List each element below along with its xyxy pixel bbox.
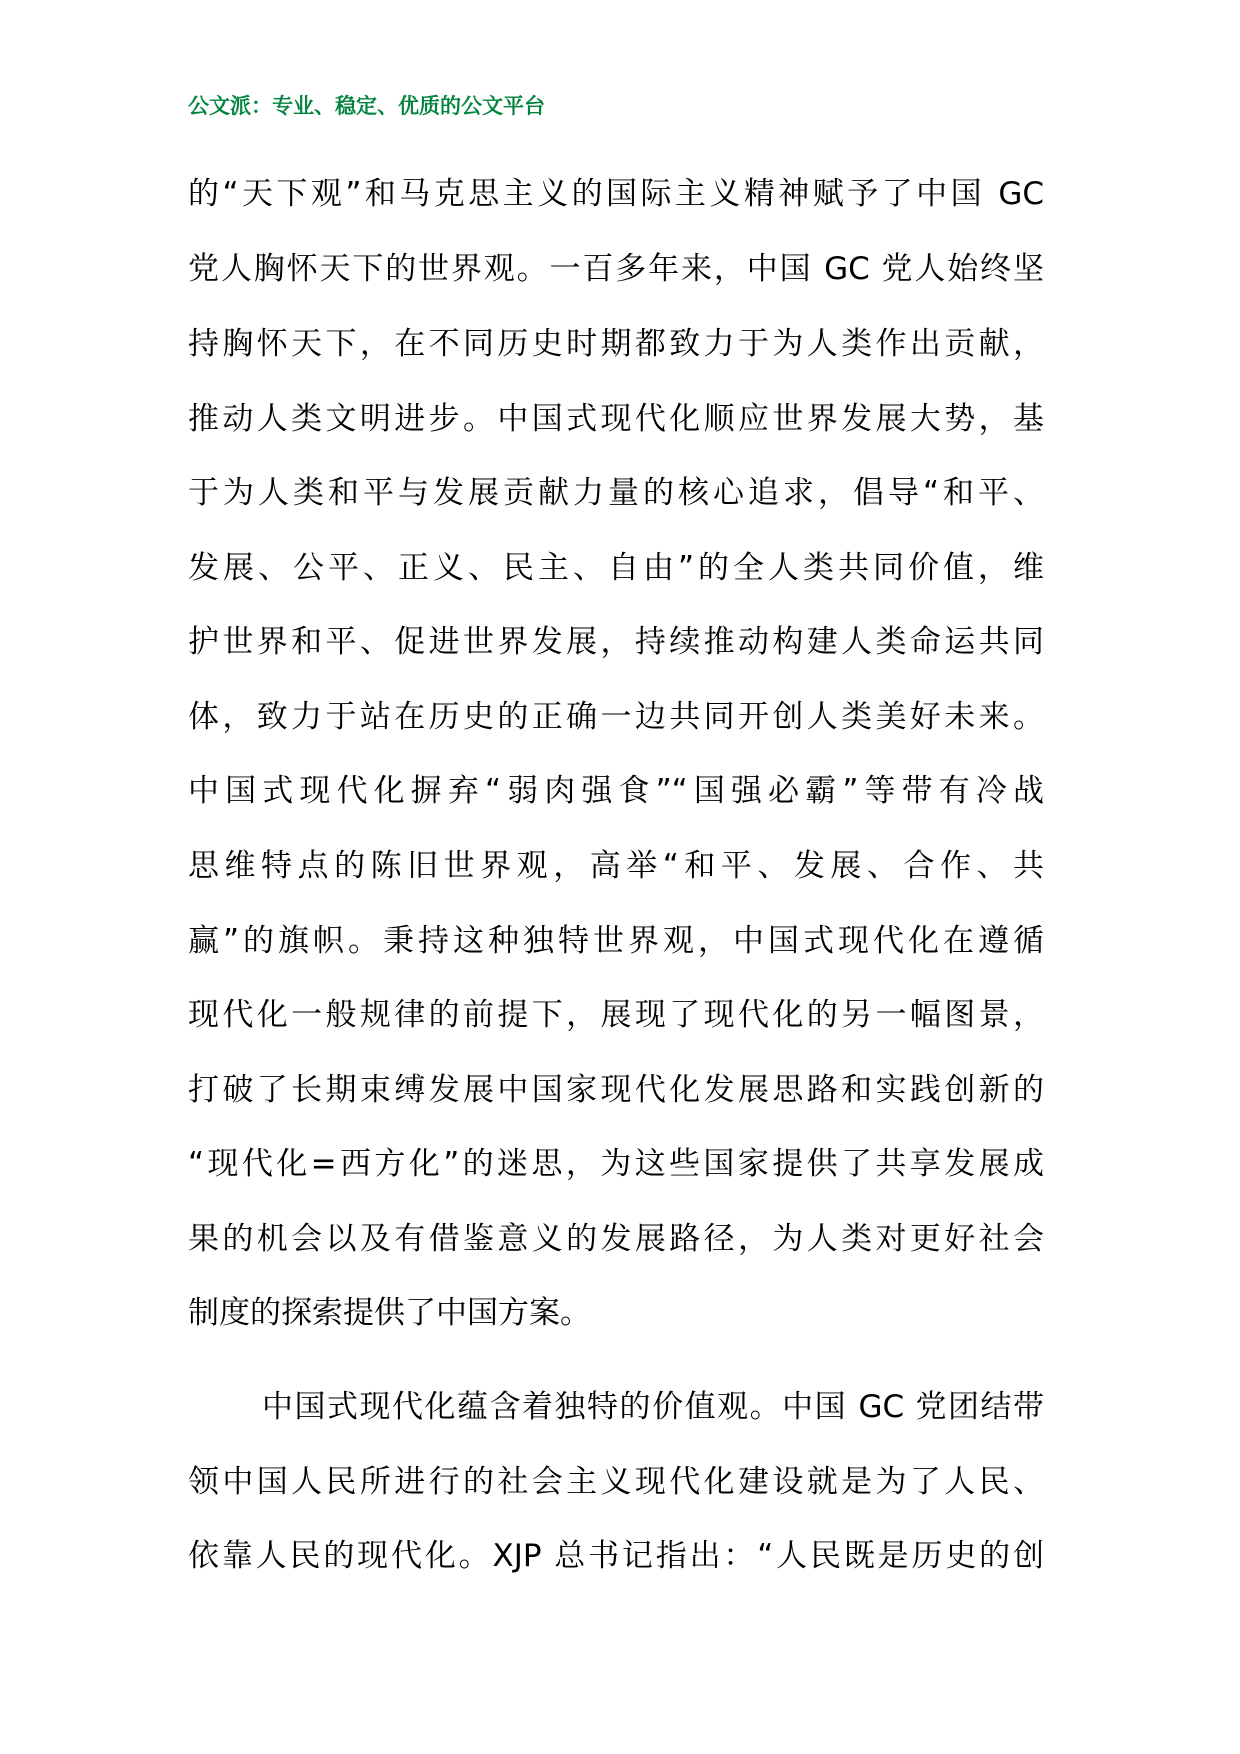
paragraph-line: “现代化=西方化”的迷思，为这些国家提供了共享发展成 — [188, 1146, 1044, 1182]
paragraph-line: 推动人类文明进步。中国式现代化顺应世界发展大势，基 — [188, 401, 1044, 437]
paragraph-line: 现代化一般规律的前提下，展现了现代化的另一幅图景， — [188, 997, 1044, 1033]
paragraph-line: 党人胸怀天下的世界观。一百多年来，中国 GC 党人始终坚 — [188, 251, 1044, 287]
paragraph-line: 果的机会以及有借鉴意义的发展路径，为人类对更好社会 — [188, 1221, 1044, 1257]
paragraph-line: 领中国人民所进行的社会主义现代化建设就是为了人民、 — [188, 1464, 1044, 1500]
paragraph-line: 护世界和平、促进世界发展，持续推动构建人类命运共同 — [188, 624, 1044, 660]
header-slogan: 公文派：专业、稳定、优质的公文平台 — [188, 94, 545, 118]
paragraph-line: 发展、公平、正义、民主、自由”的全人类共同价值，维 — [188, 550, 1044, 586]
paragraph-line: 的“天下观”和马克思主义的国际主义精神赋予了中国 GC — [188, 176, 1044, 212]
paragraph-line: 打破了长期束缚发展中国家现代化发展思路和实践创新的 — [188, 1072, 1044, 1108]
paragraph-line: 思维特点的陈旧世界观，高举“和平、发展、合作、共 — [188, 848, 1044, 884]
paragraph-line: 持胸怀天下，在不同历史时期都致力于为人类作出贡献， — [188, 326, 1044, 362]
paragraph-line: 赢”的旗帜。秉持这种独特世界观，中国式现代化在遵循 — [188, 923, 1044, 959]
paragraph-line: 中国式现代化蕴含着独特的价值观。中国 GC 党团结带 — [262, 1389, 1044, 1425]
paragraph-line: 于为人类和平与发展贡献力量的核心追求，倡导“和平、 — [188, 475, 1044, 511]
paragraph-line: 制度的探索提供了中国方案。 — [188, 1295, 591, 1331]
paragraph-line: 依靠人民的现代化。XJP 总书记指出：“人民既是历史的创 — [188, 1538, 1044, 1574]
paragraph-line: 体，致力于站在历史的正确一边共同开创人类美好未来。 — [188, 699, 1044, 735]
paragraph-line: 中国式现代化摒弃“弱肉强食”“国强必霸”等带有冷战 — [188, 773, 1044, 809]
